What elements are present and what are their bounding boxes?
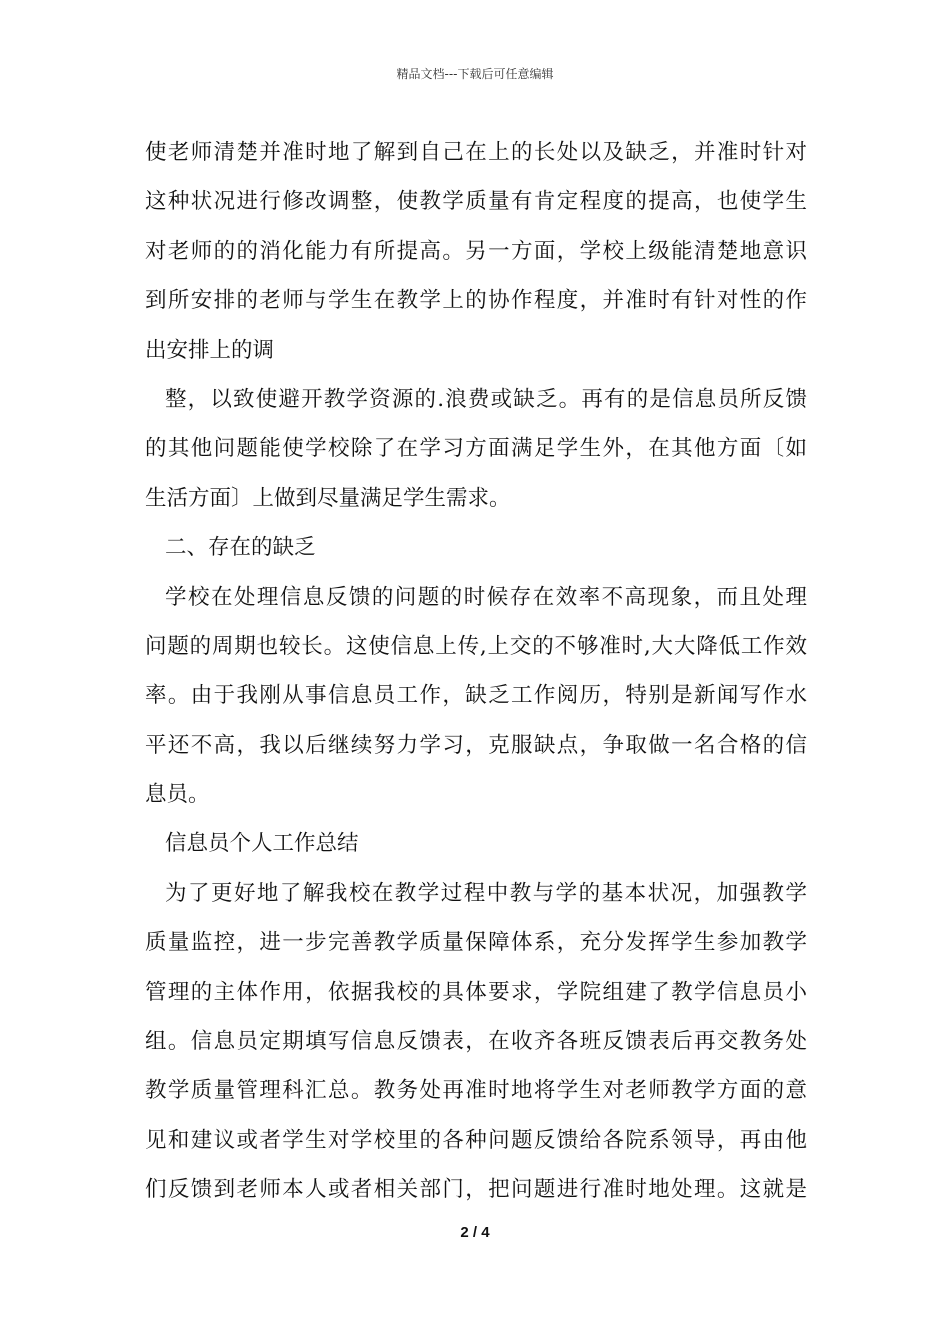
- text-line: 学校在处理信息反馈的问题的时候存在效率不高现象，而且处理: [165, 584, 807, 610]
- text-line: 到所安排的老师与学生在教学上的协作程度，并准时有针对性的作: [145, 288, 807, 314]
- text-line: 对老师的的消化能力有所提高。另一方面，学校上级能清楚地意识: [145, 238, 807, 264]
- text-line: 出安排上的调: [145, 337, 275, 363]
- document-body: [145, 128, 807, 1215]
- text-line: 组。信息员定期填写信息反馈表，在收齐各班反馈表后再交教务处: [145, 1029, 807, 1055]
- text-line: 平还不高，我以后继续努力学习，克服缺点，争取做一名合格的信: [145, 732, 807, 758]
- text-line: 使老师清楚并准时地了解到自己在上的长处以及缺乏，并准时针对: [145, 140, 807, 165]
- text-line: 信息员个人工作总结: [165, 831, 359, 857]
- text-line: 问题的周期也较长。这使信息上传,上交的不够准时,大大降低工作效: [145, 633, 807, 659]
- text-line: 们反馈到老师本人或者相关部门，把问题进行准时地处理。这就是: [145, 1177, 807, 1203]
- text-line: 为了更好地了解我校在教学过程中教与学的基本状况，加强教学: [165, 880, 807, 906]
- text-line: 的其他问题能使学校除了在学习方面满足学生外，在其他方面〔如: [145, 436, 807, 462]
- page-number: 2 / 4: [460, 1224, 490, 1241]
- text-line: 生活方面〕上做到尽量满足学生需求。: [145, 485, 511, 511]
- text-line: 教学质量管理科汇总。教务处再准时地将学生对老师教学方面的意: [145, 1078, 807, 1104]
- text-line: 质量监控，进一步完善教学质量保障体系，充分发挥学生参加教学: [145, 930, 807, 956]
- page-header: 精品文档---下载后可任意编辑: [396, 67, 554, 81]
- text-line: 这种状况进行修改调整，使教学质量有肯定程度的提高，也使学生: [145, 189, 807, 215]
- text-line: 率。由于我刚从事信息员工作，缺乏工作阅历，特别是新闻写作水: [145, 683, 807, 709]
- text-line: 二、存在的缺乏: [165, 535, 316, 561]
- text-line: 见和建议或者学生对学校里的各种问题反馈给各院系领导，再由他: [145, 1127, 807, 1153]
- text-line: 管理的主体作用，依据我校的具体要求，学院组建了教学信息员小: [145, 979, 807, 1005]
- text-line: 整，以致使避开教学资源的.浪费或缺乏。再有的是信息员所反馈: [165, 386, 807, 412]
- text-line: 息员。: [145, 782, 210, 808]
